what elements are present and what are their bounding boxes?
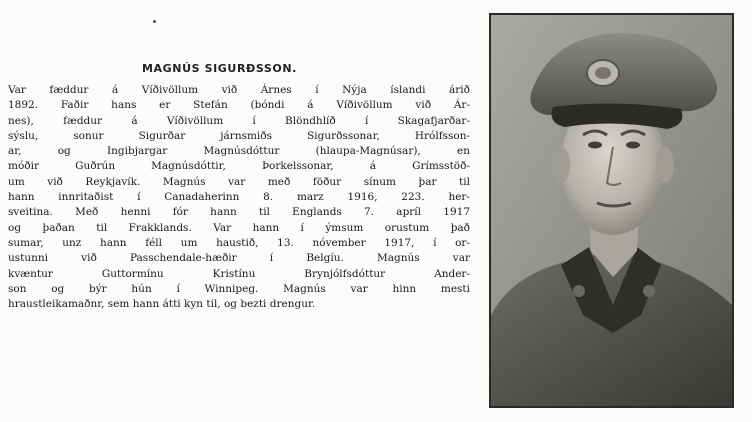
body-line: ar, og Ingibjargar Magnúsdóttur (hlaupa-Magnúsar), en (8, 145, 470, 158)
body-line: son og býr hún í Winnipeg. Magnús var hinn mesti (8, 282, 470, 295)
body-line: Var fæddur á Víðivöllum við Árnes í Nýja íslandi árið (8, 84, 470, 96)
body-line: hann innritaðist í Canadaherinn 8. marz 1916, 223. her- (8, 191, 470, 204)
portrait-photo (489, 13, 734, 408)
body-line: kvæntur Guttormínu Kristínu Brynjólfsdóttur Ander- (8, 267, 470, 280)
body-line: 1892. Faðir hans er Stefán (bóndi á Víðivöllum við Ár- (8, 99, 470, 112)
body-line: sýslu, sonur Sigurðar járnsmiðs Sigurðssonar, Hrólfsson- (8, 129, 470, 142)
body-line: ustunni við Passchendale-hæðir í Belgíu. Magnús var (8, 252, 470, 265)
ink-speck (153, 20, 156, 23)
article-body (8, 83, 470, 312)
article-title: MAGNÚS SIGURÐSSON. (142, 62, 297, 75)
body-line: um við Reykjavík. Magnús var með föður sínum þar til (8, 175, 470, 188)
body-line: og þaðan til Frakklands. Var hann í ýmsum orustum það (8, 221, 470, 234)
body-line: móðir Guðrún Magnúsdóttir, Þorkelssonar, á Grímsstöð- (8, 160, 470, 173)
body-line: sveitina. Með henni fór hann til Englands 7. apríl 1917 (8, 206, 470, 219)
body-line: hraustleikamaðnr, sem hann átti kyn til, og bezti drengur. (8, 298, 316, 311)
body-line: nes), fæddur á Víðivöllum í Blöndhlíð í Skagafjarðar- (8, 114, 470, 127)
body-line: sumar, unz hann féll um haustið, 13. nóvember 1917, í or- (8, 236, 470, 249)
soldier-portrait-image (491, 15, 732, 406)
